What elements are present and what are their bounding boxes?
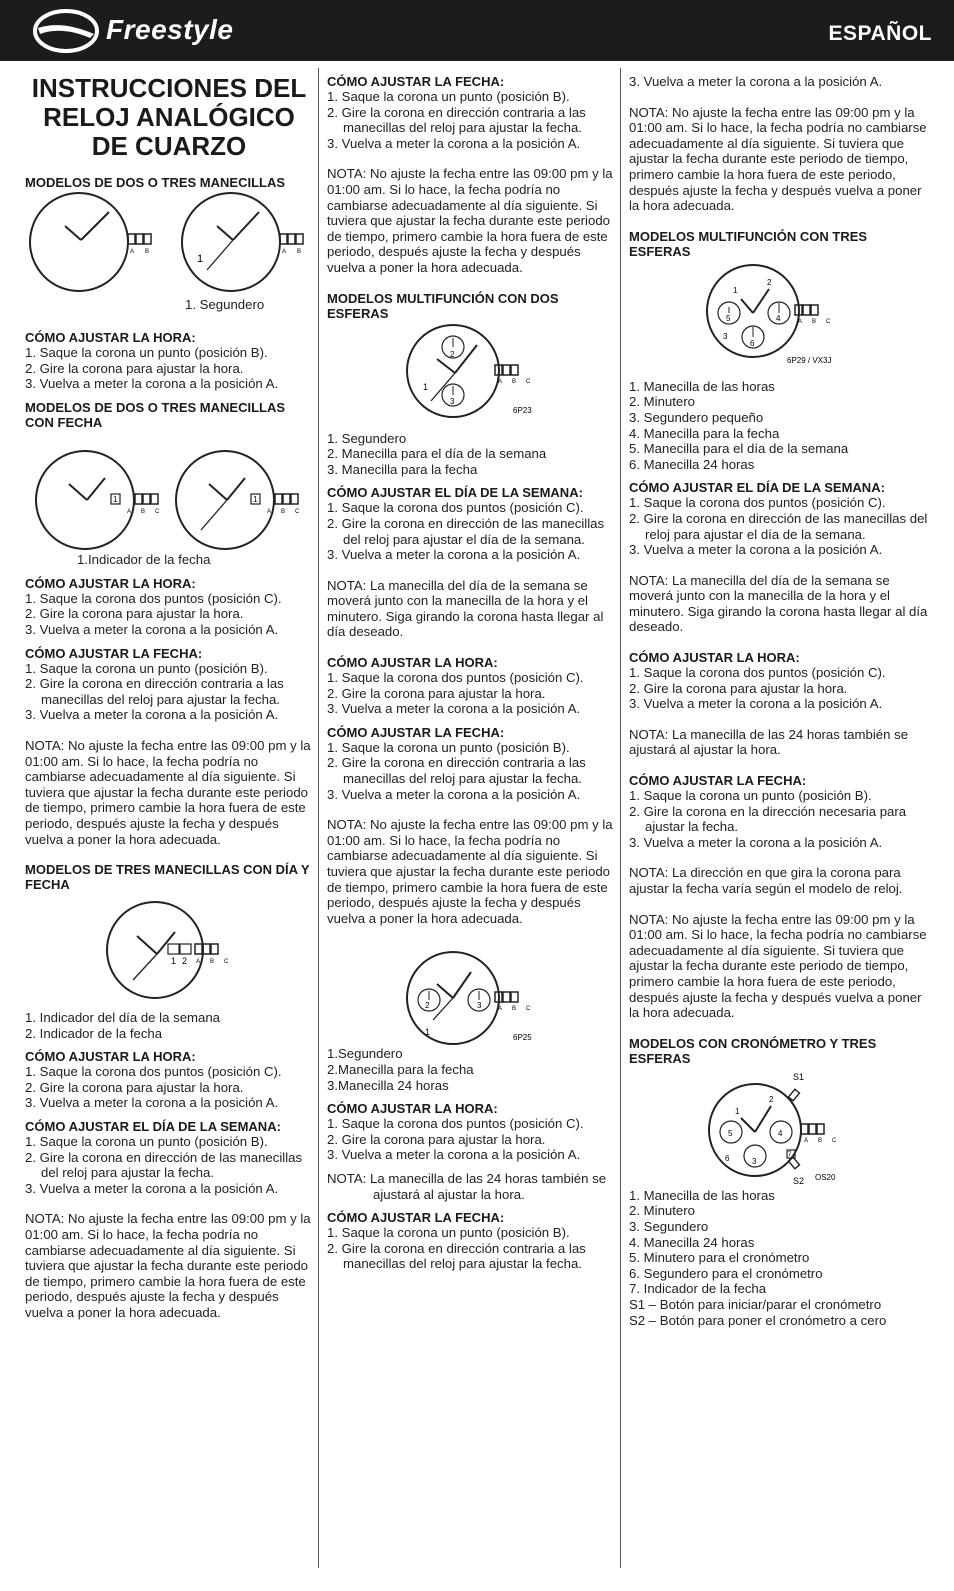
legend-item: 2. Minutero <box>629 1203 695 1219</box>
legend-list <box>629 1188 929 1328</box>
section-heading: CÓMO AJUSTAR EL DÍA DE LA SEMANA: <box>629 480 885 496</box>
multifunction-three-dials-diagram <box>629 259 929 371</box>
section-heading: MODELOS MULTIFUNCIÓN CON DOS ESFERAS <box>327 290 559 321</box>
step-item: 1. Saque la corona un punto (posición B). <box>327 89 570 104</box>
step-item: 1. Saque la corona un punto (posición B). <box>629 788 872 804</box>
crown-b-label: B <box>281 508 286 515</box>
section-heading: CÓMO AJUSTAR LA FECHA: <box>25 645 203 661</box>
svg-text:5: 5 <box>728 1128 733 1138</box>
steps-list <box>629 495 929 557</box>
crown-c-label: C <box>155 508 160 515</box>
crown-b-label: B <box>297 249 302 255</box>
legend-item: 2. Indicador de la fecha <box>25 1025 163 1041</box>
crown-c-label: C <box>826 318 831 325</box>
page-header <box>0 0 954 61</box>
note-text: NOTA: La manecilla del día de la semana se moverá junto con la manecilla de la hora y el minutero. Siga girando la corona hasta llegar al día deseado. <box>629 572 928 635</box>
section-heading: CÓMO AJUSTAR LA HORA: <box>25 1049 196 1065</box>
steps-list <box>327 740 613 802</box>
date-window-label: 1 <box>253 494 258 504</box>
model-label: 6P29 / VX3J <box>787 355 832 365</box>
column-divider <box>318 68 319 1568</box>
column-1 <box>25 74 313 1321</box>
step-item: 2. Gire la corona en dirección contraria a las manecillas del reloj para ajustar la fecha. <box>327 755 586 787</box>
svg-text:2: 2 <box>182 956 188 967</box>
step-item: 3. Vuelva a meter la corona a la posición A. <box>629 74 883 89</box>
step-item: 2. Gire la corona en dirección contraria a las manecillas del reloj para ajustar la fecha. <box>327 1240 586 1272</box>
crown-a-label: A <box>127 508 132 515</box>
section-heading: CÓMO AJUSTAR LA FECHA: <box>327 724 505 740</box>
language-label: ESPAÑOL <box>828 22 932 45</box>
section-heading: CÓMO AJUSTAR LA HORA: <box>629 650 800 666</box>
section-heading: MODELOS MULTIFUNCIÓN CON TRES ESFERAS <box>629 228 868 259</box>
steps-list <box>629 788 929 850</box>
svg-text:2: 2 <box>769 1094 774 1104</box>
model-label: 6P23 <box>513 405 532 415</box>
step-item: 2. Gire la corona en dirección contraria a las manecillas del reloj para ajustar la fecha. <box>25 676 284 707</box>
section-heading: CÓMO AJUSTAR LA HORA: <box>327 655 498 671</box>
legend-item: S2 – Botón para poner el cronómetro a cero <box>629 1312 887 1328</box>
section-heading: CÓMO AJUSTAR LA HORA: <box>25 575 196 591</box>
section-heading: MODELOS DE TRES MANECILLAS CON DÍA Y FECHA <box>25 862 310 893</box>
svg-text:3: 3 <box>477 1001 482 1011</box>
step-item: 1. Saque la corona dos puntos (posición C). <box>327 1116 584 1132</box>
legend-list <box>327 431 613 478</box>
column-divider <box>620 68 621 1568</box>
legend-item: 1. Manecilla de las horas <box>629 378 775 394</box>
svg-text:1: 1 <box>733 285 738 295</box>
step-item: 3. Vuelva a meter la corona a la posición A. <box>629 834 883 850</box>
crown-b-label: B <box>512 1006 517 1013</box>
page-title: INSTRUCCIONES DEL RELOJ ANALÓGICO DE CUARZO <box>31 73 307 161</box>
section-heading: CÓMO AJUSTAR LA HORA: <box>327 1101 498 1117</box>
step-item: 3. Vuelva a meter la corona a la posición A. <box>327 786 581 802</box>
step-item: 1. Saque la corona dos puntos (posición C). <box>327 670 584 686</box>
column-3 <box>629 74 929 1328</box>
steps-list <box>327 89 613 151</box>
note-text: NOTA: La manecilla del día de la semana se moverá junto con la manecilla de la hora y el minutero. Siga girando la corona hasta llegar al día deseado. <box>327 577 604 640</box>
crown-b-label: B <box>210 959 215 966</box>
crown-a-label: A <box>798 318 803 325</box>
crown-c-label: C <box>832 1137 837 1144</box>
crown-a-label: A <box>130 249 135 255</box>
steps-list <box>327 670 613 717</box>
step-item: 3. Vuelva a meter la corona a la posición A. <box>25 707 279 723</box>
section-heading: CÓMO AJUSTAR EL DÍA DE LA SEMANA: <box>327 485 583 501</box>
legend-item: 1.Segundero <box>327 1046 403 1062</box>
svg-text:3: 3 <box>752 1156 757 1166</box>
svg-text:2: 2 <box>450 349 455 359</box>
figure-caption: 1. Segundero <box>185 297 265 312</box>
legend-item: S1 – Botón para iniciar/parar el cronómetro <box>629 1296 882 1312</box>
svg-text:2: 2 <box>425 1001 430 1011</box>
step-item: 3. Vuelva a meter la corona a la posición A. <box>327 547 581 563</box>
note-text: NOTA: La dirección en que gira la corona para ajustar la fecha varía según el modelo de reloj. <box>629 865 903 896</box>
step-item: 1. Saque la corona un punto (posición B). <box>25 345 268 360</box>
step-item: 3. Vuelva a meter la corona a la posición A. <box>25 1180 279 1196</box>
step-item: 2. Gire la corona en dirección de las manecillas del reloj para ajustar la fecha. <box>25 1149 303 1181</box>
step-item: 1. Saque la corona un punto (posición B). <box>25 1134 268 1150</box>
legend-item: 5. Manecilla para el día de la semana <box>629 441 849 457</box>
step-item: 1. Saque la corona dos puntos (posición C). <box>25 590 282 606</box>
crown-c-label: C <box>295 508 300 515</box>
steps-list <box>25 1064 313 1111</box>
note-text: NOTA: No ajuste la fecha entre las 09:00 pm y la 01:00 am. Si lo hace, la fecha podría no cambiarse adecuadamente al día siguiente. Si tuviera que ajustar la fecha durante este periodo de tiempo, primero cambie la hora fuera de este periodo, después ajuste la fecha y después vuelva a poner la hora adecuada. <box>25 1211 311 1320</box>
step-item: 2. Gire la corona para ajustar la hora. <box>25 360 244 376</box>
crown-b-label: B <box>141 508 146 515</box>
legend-list <box>327 1046 613 1093</box>
svg-text:7: 7 <box>788 1151 792 1158</box>
crown-c-label: C <box>526 1006 531 1013</box>
s2-button-label: S2 <box>793 1175 805 1186</box>
legend-item: 4. Manecilla 24 horas <box>629 1234 755 1250</box>
legend-item: 1. Indicador del día de la semana <box>25 1010 221 1026</box>
column-2 <box>327 74 613 1272</box>
step-item: 2. Gire la corona en dirección de las manecillas del reloj para ajustar el día de la semana. <box>629 510 928 542</box>
note-text: NOTA: No ajuste la fecha entre las 09:00 pm y la 01:00 am. Si lo hace, la fecha podría no cambiarse adecuadamente al día siguiente. Si tuviera que ajustar la fecha durante este periodo de tiempo, primero cambie la hora fuera de este periodo, después ajuste la fecha y después vuelva a poner la hora adecuada. <box>25 737 311 847</box>
svg-text:6: 6 <box>725 1153 730 1163</box>
crown-b-label: B <box>512 378 517 385</box>
crown-a-label: A <box>267 508 272 515</box>
steps-list <box>25 1134 313 1196</box>
model-label: 6P25 <box>513 1033 532 1043</box>
legend-item: 7. Indicador de la fecha <box>629 1281 767 1297</box>
steps-list <box>25 345 313 392</box>
svg-text:6: 6 <box>750 338 755 348</box>
step-item: 1. Saque la corona un punto (posición B). <box>327 1225 570 1241</box>
step-item: 2. Gire la corona para ajustar la hora. <box>629 680 848 696</box>
svg-text:2: 2 <box>767 277 772 287</box>
section-heading: CÓMO AJUSTAR LA HORA: <box>25 330 196 345</box>
crown-a-label: A <box>498 1006 503 1013</box>
legend-item: 2. Minutero <box>629 394 695 410</box>
step-item: 2. Gire la corona para ajustar la hora. <box>25 1079 244 1095</box>
crown-c-label: C <box>526 378 531 385</box>
date-window-label: 1 <box>113 494 118 504</box>
svg-text:1: 1 <box>735 1106 740 1116</box>
legend-item: 1. Manecilla de las horas <box>629 1187 775 1203</box>
steps-list <box>327 1225 613 1272</box>
steps-list <box>25 661 313 723</box>
legend-list <box>629 379 929 473</box>
step-item: 3. Vuelva a meter la corona a la posición A. <box>629 696 883 712</box>
note-text: NOTA: La manecilla de las 24 horas también se ajustará al ajustar la hora. <box>327 1170 607 1202</box>
legend-item: 1. Segundero <box>327 430 407 446</box>
steps-list <box>327 500 613 562</box>
step-item: 1. Saque la corona dos puntos (posición C). <box>629 495 886 511</box>
step-item: 2. Gire la corona para ajustar la hora. <box>25 606 244 622</box>
figure-caption: 1.Indicador de la fecha <box>77 551 211 567</box>
crown-c-label: C <box>224 959 229 966</box>
crown-b-label: B <box>812 318 817 325</box>
brand-name: Freestyle <box>106 14 234 45</box>
note-text: NOTA: No ajuste la fecha entre las 09:00 pm y la 01:00 am. Si lo hace, la fecha podría no cambiarse adecuadamente al día siguiente. Si tuviera que ajustar la fecha durante este periodo de tiempo, primero cambie la hora fuera de este periodo, después ajuste la fecha y después vuelva a poner la hora adecuada. <box>629 911 927 1021</box>
step-item: 2. Gire la corona para ajustar la hora. <box>327 1131 546 1147</box>
legend-item: 3. Manecilla para la fecha <box>327 461 478 477</box>
step-item: 2. Gire la corona para ajustar la hora. <box>327 685 546 701</box>
crown-a-label: A <box>282 249 287 255</box>
crown-a-label: A <box>196 959 201 966</box>
svg-text:1: 1 <box>171 956 177 967</box>
section-heading: CÓMO AJUSTAR LA FECHA: <box>629 773 807 789</box>
step-item: 1. Saque la corona dos puntos (posición C). <box>25 1064 282 1080</box>
note-text: NOTA: No ajuste la fecha entre las 09:00 pm y la 01:00 am. Si lo hace, la fecha podría no cambiarse adecuadamente al día siguiente. Si tuviera que ajustar la fecha durante este periodo de tiempo, primero cambie la hora fuera de este periodo, después ajuste la fecha y después vuelva a poner la hora adecuada. <box>327 166 613 275</box>
steps-list <box>327 1116 613 1163</box>
svg-text:1: 1 <box>423 381 429 392</box>
svg-text:4: 4 <box>778 1128 783 1138</box>
multifunction-6p25-diagram <box>327 926 613 1046</box>
model-label: OS20 <box>815 1172 836 1182</box>
s1-button-label: S1 <box>793 1071 805 1082</box>
note-text: NOTA: La manecilla de las 24 horas también se ajustará al ajustar la hora. <box>629 726 909 758</box>
step-item: 1. Saque la corona dos puntos (posición C). <box>629 665 886 681</box>
crown-a-label: A <box>804 1137 809 1144</box>
legend-item: 3.Manecilla 24 horas <box>327 1077 449 1093</box>
step-item: 3. Vuelva a meter la corona a la posición A. <box>25 621 279 637</box>
step-item: 3. Vuelva a meter la corona a la posición A. <box>327 1147 581 1163</box>
step-item: 2. Gire la corona en la dirección necesaria para ajustar la fecha. <box>629 803 907 835</box>
legend-item: 4. Manecilla para la fecha <box>629 425 780 441</box>
crown-a-label: A <box>498 378 503 385</box>
legend-item: 5. Minutero para el cronómetro <box>629 1250 810 1266</box>
note-text: NOTA: No ajuste la fecha entre las 09:00 pm y la 01:00 am. Si lo hace, la fecha podría no cambiarse adecuadamente al día siguiente. Si tuviera que ajustar la fecha durante este periodo de tiempo, primero cambie la hora fuera de este periodo, después ajuste la fecha y después vuelva a poner la hora adecuada. <box>327 817 613 926</box>
svg-text:3: 3 <box>450 396 455 406</box>
legend-list <box>25 1010 313 1041</box>
svg-text:5: 5 <box>726 313 731 323</box>
chronograph-diagram <box>629 1066 929 1188</box>
step-item: 3. Vuelva a meter la corona a la posición A. <box>629 542 883 558</box>
two-three-hands-watch-diagram <box>25 190 313 322</box>
steps-list <box>25 591 313 638</box>
step-item: 3. Vuelva a meter la corona a la posición A. <box>25 376 279 392</box>
legend-item: 3. Segundero <box>629 1218 709 1234</box>
legend-item: 6. Segundero para el cronómetro <box>629 1265 823 1281</box>
step-item: 3. Vuelva a meter la corona a la posición A. <box>25 1095 279 1111</box>
section-heading: CÓMO AJUSTAR EL DÍA DE LA SEMANA: <box>25 1119 281 1135</box>
section-heading: CÓMO AJUSTAR LA FECHA: <box>327 74 505 89</box>
step-item: 3. Vuelva a meter la corona a la posición A. <box>327 701 581 717</box>
step-item: 2. Gire la corona en dirección contraria a las manecillas del reloj para ajustar la fecha. <box>327 104 586 136</box>
legend-item: 3. Segundero pequeño <box>629 409 764 425</box>
section-heading: MODELOS DE DOS O TRES MANECILLAS <box>25 175 286 190</box>
legend-item: 6. Manecilla 24 horas <box>629 456 755 472</box>
section-heading: CÓMO AJUSTAR LA FECHA: <box>327 1210 505 1226</box>
svg-text:4: 4 <box>776 313 781 323</box>
steps-list <box>629 665 929 712</box>
svg-text:3: 3 <box>723 331 728 341</box>
multifunction-two-dials-diagram <box>327 321 613 431</box>
step-item: 2. Gire la corona en dirección de las manecillas del reloj para ajustar el día de la semana. <box>327 515 605 547</box>
legend-item: 2.Manecilla para la fecha <box>327 1061 474 1077</box>
section-heading: MODELOS CON CRONÓMETRO Y TRES ESFERAS <box>629 1035 877 1066</box>
step-item: 3. Vuelva a meter la corona a la posición A. <box>327 135 581 151</box>
section-heading: MODELOS DE DOS O TRES MANECILLAS CON FECHA <box>25 399 286 430</box>
day-date-watch-diagram <box>25 892 313 1010</box>
svg-text:1: 1 <box>425 1027 431 1038</box>
crown-b-label: B <box>145 249 150 255</box>
step-item: 1. Saque la corona un punto (posición B). <box>327 739 570 755</box>
note-text: NOTA: No ajuste la fecha entre las 09:00 pm y la 01:00 am. Si lo hace, la fecha podría no cambiarse adecuadamente al día siguiente. Si tuviera que ajustar la fecha durante este periodo de tiempo, primero cambie la hora fuera de este periodo, después ajuste la fecha y después vuelva a poner la hora adecuada. <box>629 104 927 214</box>
hand-number-label: 1 <box>197 253 204 265</box>
step-item: 1. Saque la corona un punto (posición B). <box>25 660 268 676</box>
date-watch-diagram <box>25 430 313 568</box>
step-item: 1. Saque la corona dos puntos (posición C). <box>327 500 584 516</box>
crown-b-label: B <box>818 1137 823 1144</box>
legend-item: 2. Manecilla para el día de la semana <box>327 446 547 462</box>
